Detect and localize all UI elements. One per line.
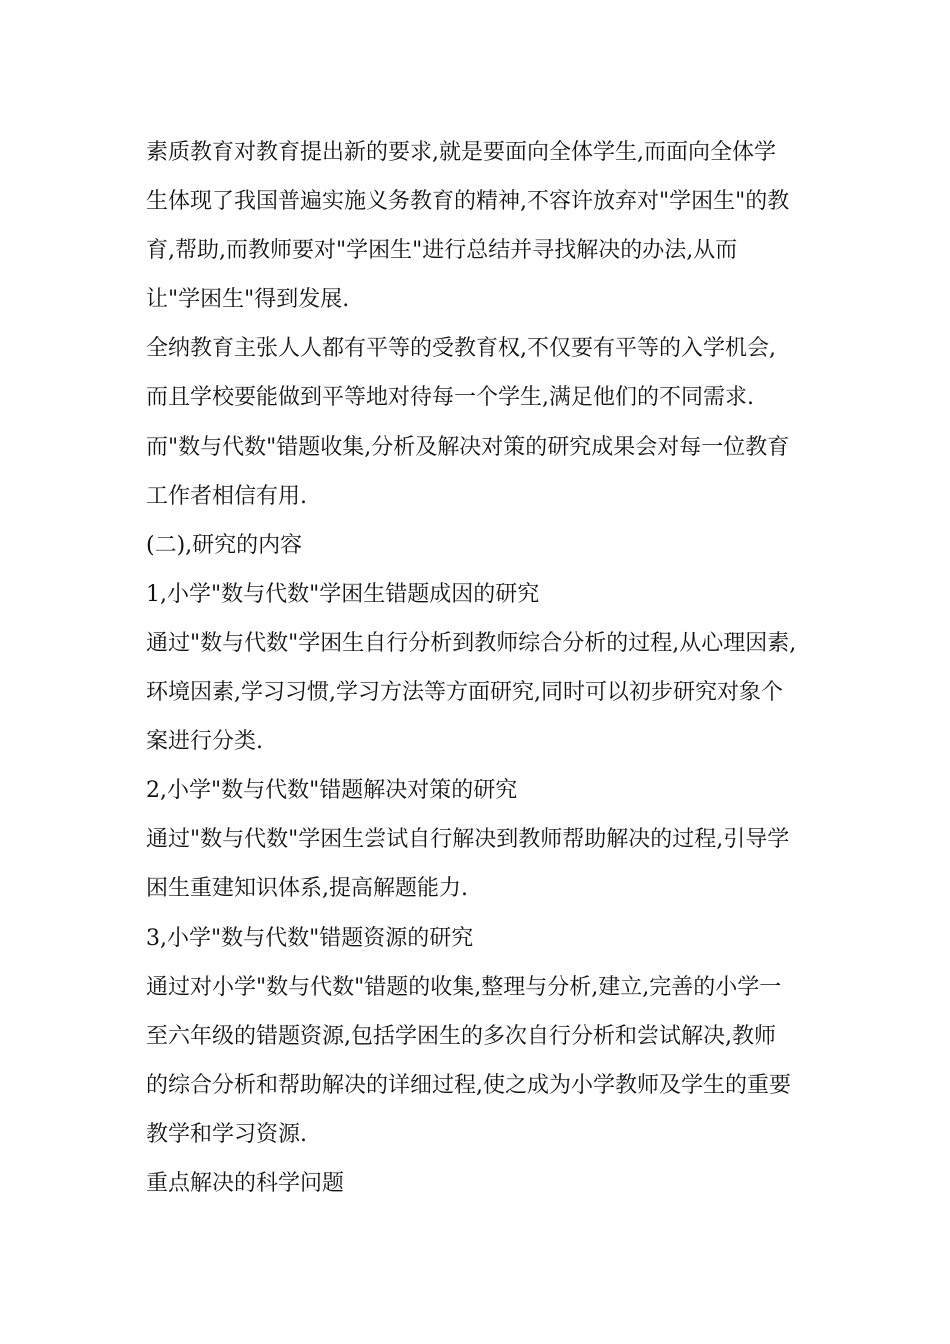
subsection-heading: 1,小学"数与代数"学困生错题成因的研究 <box>146 581 540 607</box>
text-line: 素质教育对教育提出新的要求,就是要面向全体学生,而面向全体学 <box>146 140 776 165</box>
section-heading: (二),研究的内容 <box>146 532 303 558</box>
text-line: 至六年级的错题资源,包括学困生的多次自行分析和尝试解决,教师 <box>146 1023 776 1049</box>
text-line: 困生重建知识体系,提高解题能力. <box>146 876 468 902</box>
text-line: 全纳教育主张人人都有平等的受教育权,不仅要有平等的入学机会, <box>146 336 776 362</box>
text-line: 环境因素,学习习惯,学习方法等方面研究,同时可以初步研究对象个 <box>146 680 783 706</box>
text-line: 通过对小学"数与代数"错题的收集,整理与分析,建立,完善的小学一 <box>146 974 782 1000</box>
text-line: 而"数与代数"错题收集,分析及解决对策的研究成果会对每一位教育 <box>146 434 790 460</box>
text-line: 通过"数与代数"学困生自行分析到教师综合分析的过程,从心理因素, <box>146 630 797 656</box>
text-line: 的综合分析和帮助解决的详细过程,使之成为小学教师及学生的重要 <box>146 1072 791 1098</box>
section-heading: 重点解决的科学问题 <box>146 1170 345 1196</box>
subsection-heading: 2,小学"数与代数"错题解决对策的研究 <box>146 778 518 804</box>
text-line: 通过"数与代数"学困生尝试自行解决到教师帮助解决的过程,引导学 <box>146 827 790 853</box>
text-line: 而且学校要能做到平等地对待每一个学生,满足他们的不同需求. <box>146 385 754 411</box>
text-line: 让"学困生"得到发展. <box>146 287 350 313</box>
document-body <box>146 128 816 1208</box>
text-line: 工作者相信有用. <box>146 483 307 509</box>
text-line: 生体现了我国普遍实施义务教育的精神,不容许放弃对"学困生"的教 <box>146 189 790 215</box>
text-line: 教学和学习资源. <box>146 1121 307 1147</box>
subsection-heading: 3,小学"数与代数"错题资源的研究 <box>146 925 474 951</box>
text-line: 育,帮助,而教师要对"学困生"进行总结并寻找解决的办法,从而 <box>146 238 738 264</box>
text-line: 案进行分类. <box>146 729 263 755</box>
